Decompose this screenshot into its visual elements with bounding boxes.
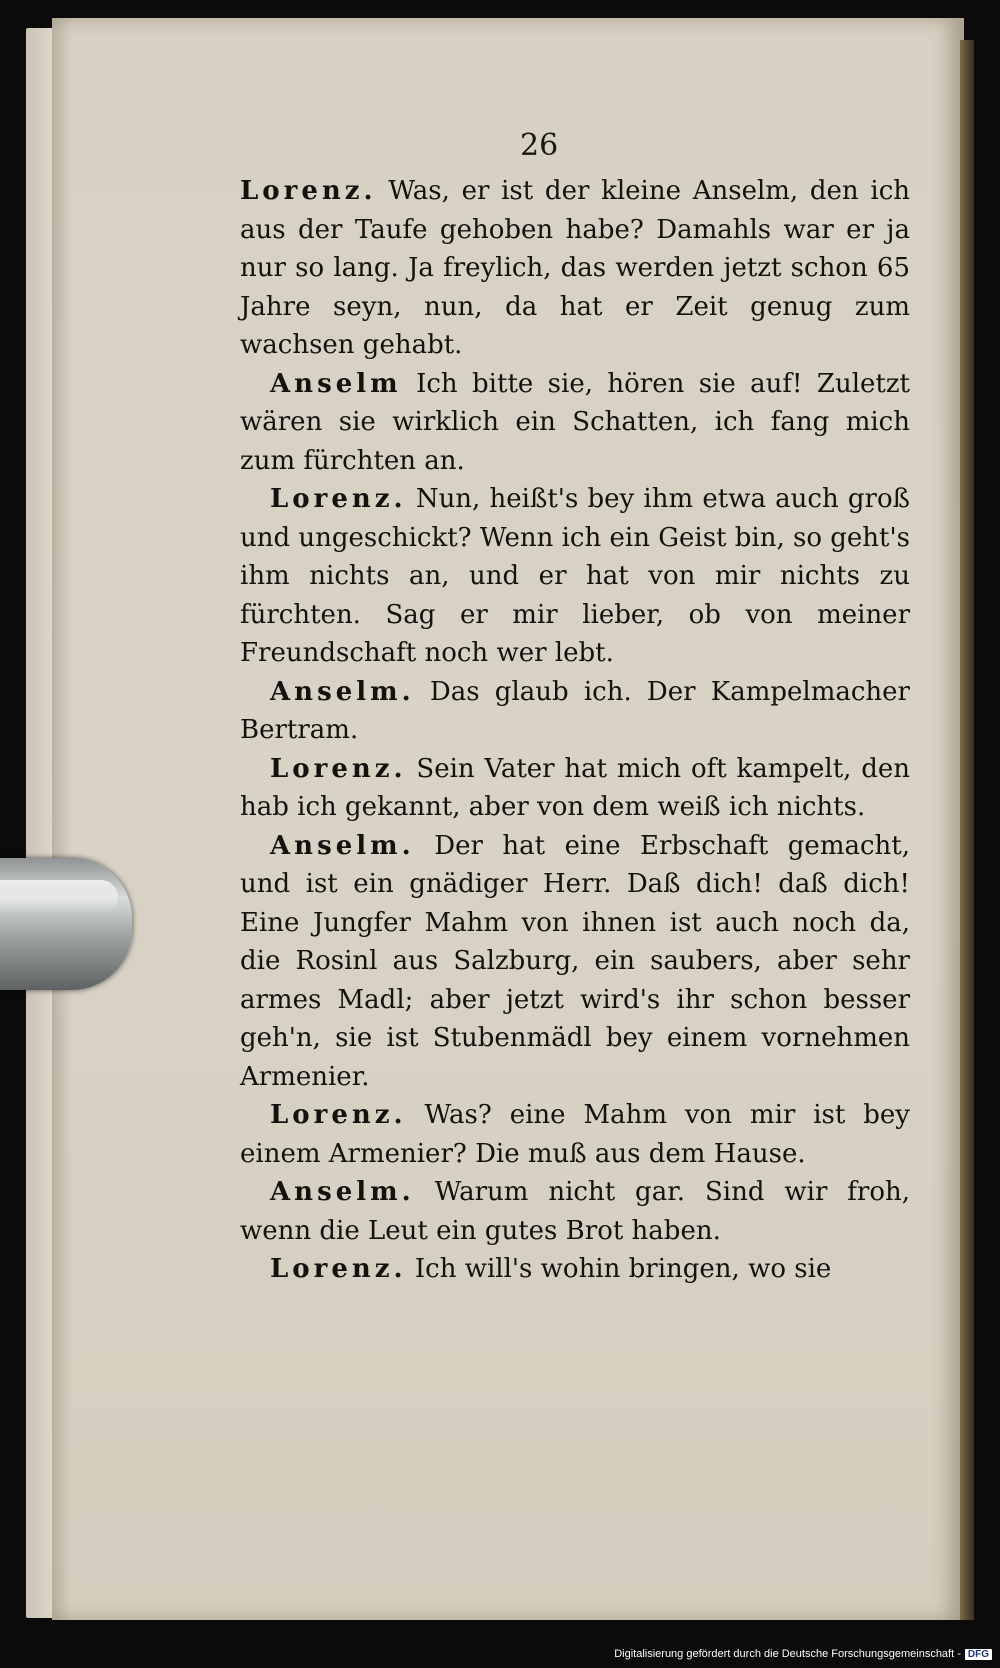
dfg-logo: DFG xyxy=(965,1649,992,1660)
paragraph-text: Das glaub ich. Der Kampelmacher Bertram. xyxy=(240,676,910,745)
paragraph-text: Sein Vater hat mich oft kampelt, den hab ich gekannt, aber von dem weiß ich nichts. xyxy=(240,753,910,822)
footer-text: Digitalisierung gefördert durch die Deutsche Forschungsgemeinschaft - xyxy=(614,1648,961,1660)
paragraph xyxy=(240,1173,910,1250)
paragraph xyxy=(240,673,910,750)
paragraph-text: Nun, heißt's bey ihm etwa auch groß und ungeschickt? Wenn ich ein Geist bin, so geht's ihm nichts an, und er hat von mir nichts zu fürchten. Sag er mir lieber, ob von meiner Freundschaft noch wer lebt. xyxy=(240,484,911,668)
digitization-footer xyxy=(600,1648,992,1666)
text-block xyxy=(240,172,910,1289)
page-clip-icon xyxy=(0,858,132,990)
paragraph xyxy=(240,1096,910,1173)
page-number: 26 xyxy=(520,128,559,163)
paragraph xyxy=(240,480,910,673)
speaker-name: Lorenz. xyxy=(270,1100,407,1130)
speaker-name: Lorenz. xyxy=(270,484,407,514)
paragraph xyxy=(240,750,910,827)
speaker-name: Anselm xyxy=(270,368,402,399)
speaker-name: Anselm. xyxy=(270,830,415,861)
paragraph-text: Ich bitte sie, hören sie auf! Zuletzt wären sie wirklich ein Schatten, ich fang mich zum fürchten an. xyxy=(240,368,910,476)
speaker-name: Lorenz. xyxy=(240,176,377,206)
paragraph xyxy=(240,172,910,365)
book-spine xyxy=(960,40,974,1620)
paragraph xyxy=(240,365,910,481)
speaker-name: Lorenz. xyxy=(270,753,407,784)
speaker-name: Anselm. xyxy=(270,1177,415,1207)
paragraph-text: Warum nicht gar. Sind wir froh, wenn die Leut ein gutes Brot haben. xyxy=(240,1177,910,1246)
paragraph xyxy=(240,827,910,1097)
paragraph-text: Ich will's wohin bringen, wo sie xyxy=(414,1254,832,1284)
page-clip-highlight xyxy=(0,880,118,914)
page-gutter-shadow xyxy=(52,18,72,1620)
paragraph-text: Was, er ist der kleine Anselm, den ich aus der Taufe gehoben habe? Damahls war er ja nur so lang. Ja freylich, das werden jetzt schon 65 Jahre seyn, nun, da hat er Zeit genug zum wachsen gehabt. xyxy=(240,176,911,360)
paragraph xyxy=(240,1250,910,1289)
speaker-name: Lorenz. xyxy=(270,1254,407,1284)
paragraph-text: Was? eine Mahm von mir ist bey einem Armenier? Die muß aus dem Hause. xyxy=(240,1100,910,1169)
paragraph-text: Der hat eine Erbschaft gemacht, und ist ein gnädiger Herr. Daß dich! daß dich! Eine Jungfer Mahm von ihnen ist auch noch da, die Rosinl aus Salzburg, ein saubers, aber sehr armes Madl; aber jetzt wird's ihr schon besser geh'n, sie ist Stubenmädl bey einem vornehmen Armenier. xyxy=(240,830,910,1092)
speaker-name: Anselm. xyxy=(270,676,415,707)
